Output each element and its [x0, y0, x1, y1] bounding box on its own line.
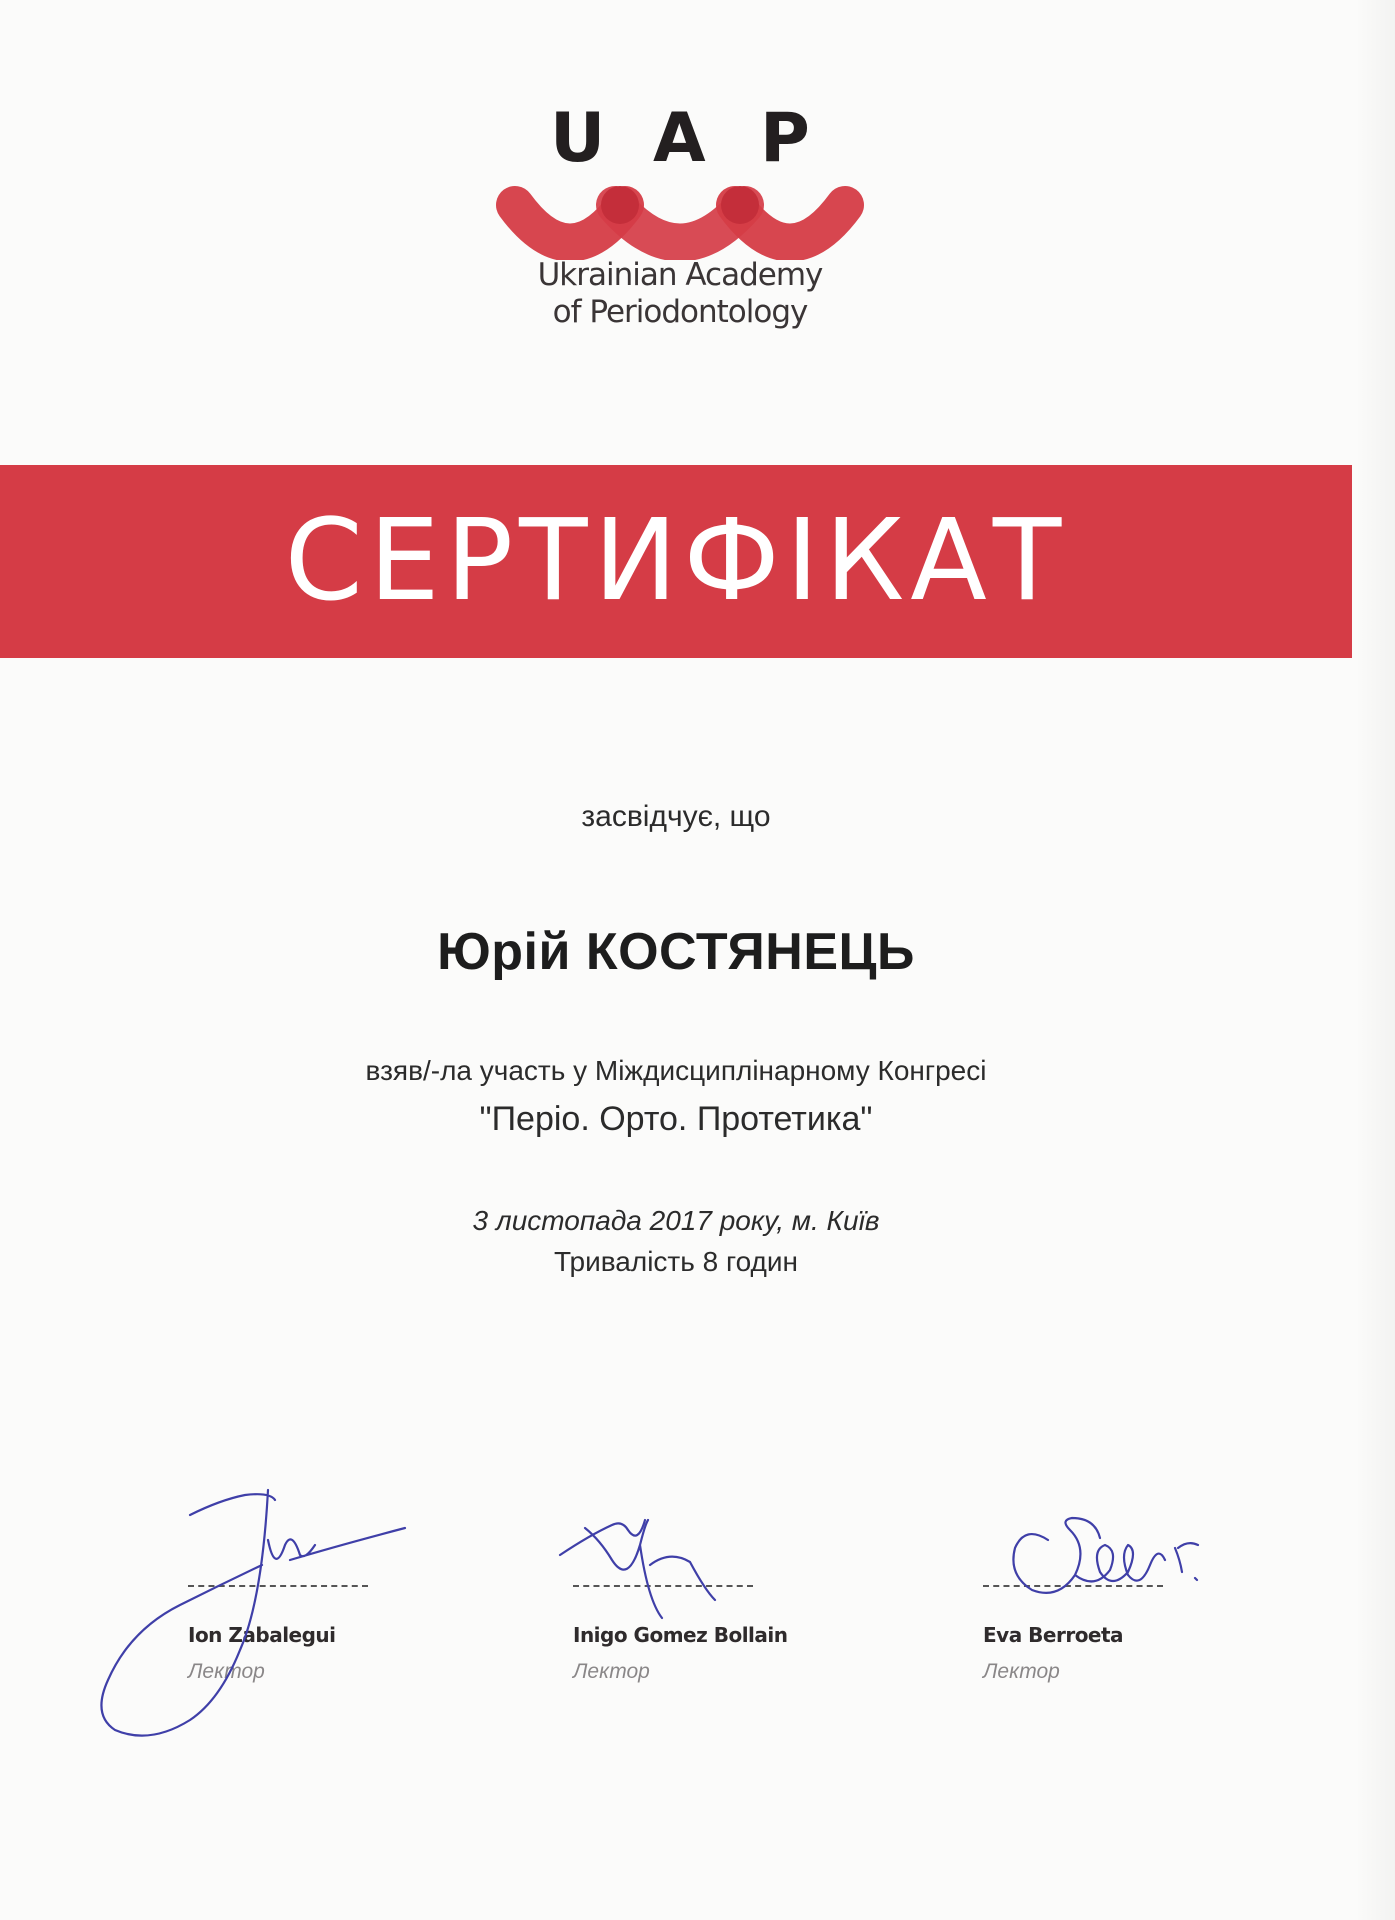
- event-title: "Періо. Орто. Протетика": [479, 1100, 873, 1138]
- uap-logo: [495, 99, 865, 340]
- signatory-role: Лектор: [188, 1660, 265, 1683]
- logo-waves-icon: [495, 165, 865, 260]
- duration-text: Тривалість 8 годин: [554, 1246, 798, 1277]
- signatory-role: Лектор: [573, 1660, 650, 1683]
- logo-subtitle-line2: of Periodontology: [552, 294, 808, 330]
- logo-letter-u: U: [550, 99, 606, 178]
- signature-line: [983, 1585, 1163, 1587]
- signature-line: [188, 1585, 368, 1587]
- signatory-role: Лектор: [983, 1660, 1060, 1683]
- signature-1-stroke: [101, 1490, 405, 1736]
- signatory-name: Ion Zabalegui: [188, 1623, 336, 1647]
- signature-2-stroke: [560, 1520, 715, 1618]
- logo-letter-p: P: [760, 99, 810, 178]
- date-place: 3 листопада 2017 року, м. Київ: [472, 1205, 880, 1236]
- participation-text: взяв/-ла участь у Міждисциплінарному Конгресі: [365, 1055, 987, 1086]
- recipient-name: Юрій КОСТЯНЕЦЬ: [437, 923, 915, 981]
- signature-3-stroke: [1013, 1518, 1198, 1593]
- signature-line: [573, 1585, 753, 1587]
- signatory-name: Inigo Gomez Bollain: [573, 1623, 788, 1647]
- logo-letter-a: A: [653, 99, 706, 178]
- signatory-name: Eva Berroeta: [983, 1623, 1124, 1647]
- title-banner: [0, 465, 1352, 658]
- certificate-title: СЕРТИФІКАТ: [284, 496, 1068, 626]
- paper-edge-shadow: [1355, 0, 1395, 1920]
- logo-subtitle-line1: Ukrainian Academy: [537, 257, 823, 293]
- certifies-text: засвідчує, що: [581, 800, 771, 833]
